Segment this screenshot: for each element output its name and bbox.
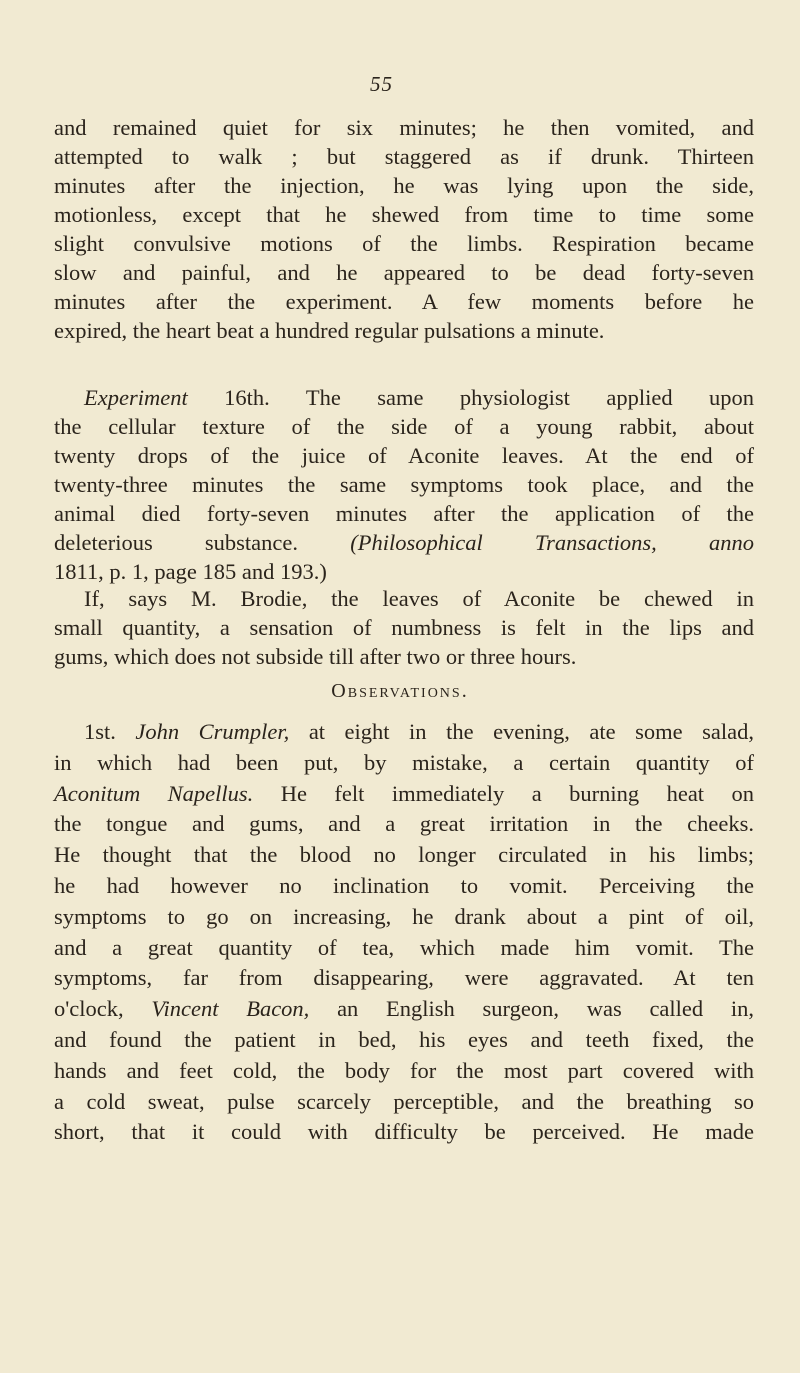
text-line xyxy=(54,779,754,810)
text-line: a cold sweat, pulse scarcely perceptible, and the breathing so xyxy=(54,1088,754,1114)
text-line: the cellular texture of the side of a young rabbit, about xyxy=(54,414,754,439)
text-line: short, that it could with difficulty be perceived. He made xyxy=(54,1119,754,1145)
text-line: gums, which does not subside till after two or three hours. xyxy=(54,644,577,669)
text-line: and remained quiet for six minutes; he then vomited, and xyxy=(54,115,754,140)
text-line: He thought that the blood no longer circulated in his limbs; xyxy=(54,842,754,868)
text-line xyxy=(54,994,754,1025)
text-fragment: 1st. xyxy=(84,719,116,744)
text-line: in which had been put, by mistake, a certain quantity of xyxy=(54,749,754,775)
text-line: slow and painful, and he appeared to be dead forty-seven xyxy=(54,260,754,285)
experiment-label: Experiment xyxy=(84,385,188,410)
text-fragment: an English surgeon, was called in, xyxy=(337,996,755,1022)
text-line: small quantity, a sensation of numbness is felt in the lips and xyxy=(54,615,754,640)
text-line: and a great quantity of tea, which made him vomit. The xyxy=(54,934,754,960)
plant-name: Aconitum Napellus. xyxy=(54,780,254,806)
citation-reference: 1811, p. 1, page 185 and 193.) xyxy=(54,559,327,584)
text-line: and found the patient in bed, his eyes and teeth fixed, the xyxy=(54,1026,754,1052)
paragraph-observation-1 xyxy=(54,717,754,1148)
experiment-number: 16th. xyxy=(224,385,270,410)
text-line: twenty-three minutes the same symptoms took place, and the xyxy=(54,472,754,497)
text-line: expired, the heart beat a hundred regular pulsations a minute. xyxy=(54,318,605,343)
paragraph-continuation xyxy=(54,113,754,345)
text-line: slight convulsive motions of the limbs. Respiration became xyxy=(54,231,754,256)
text-line: hands and feet cold, the body for the most part covered with xyxy=(54,1057,754,1083)
page-number: 55 xyxy=(370,72,393,96)
paragraph-experiment-16 xyxy=(54,383,754,586)
text-fragment: o'clock, xyxy=(54,996,124,1022)
text-fragment: deleterious substance. xyxy=(54,530,299,555)
person-name: John Crumpler, xyxy=(135,719,290,744)
person-name: Vincent Bacon, xyxy=(151,996,310,1022)
text-line: animal died forty-seven minutes after the application of the xyxy=(54,501,754,526)
text-line: motionless, except that he shewed from time to time some xyxy=(54,202,754,227)
text-line xyxy=(54,528,754,557)
text-line xyxy=(54,717,754,748)
text-line: twenty drops of the juice of Aconite leaves. At the end of xyxy=(54,443,754,468)
citation-title: (Philosophical Transactions, anno xyxy=(350,530,755,555)
text-fragment: He felt immediately a burning heat on xyxy=(280,780,754,806)
text-line: symptoms, far from disappearing, were aggravated. At ten xyxy=(54,965,754,991)
text-line: symptoms to go on increasing, he drank about a pint of oil, xyxy=(54,903,754,929)
text-fragment: The same physiologist applied upon xyxy=(305,385,755,410)
text-fragment: at eight in the evening, ate some salad, xyxy=(308,719,755,744)
paragraph-brodie xyxy=(54,584,754,671)
text-line: he had however no inclination to vomit. Perceiving the xyxy=(54,872,754,898)
text-line: the tongue and gums, and a great irritation in the cheeks. xyxy=(54,811,754,837)
text-line: minutes after the injection, he was lying upon the side, xyxy=(54,173,754,198)
text-line: If, says M. Brodie, the leaves of Aconite be chewed in xyxy=(84,586,754,611)
text-line xyxy=(54,383,754,412)
text-line: attempted to walk ; but staggered as if drunk. Thirteen xyxy=(54,144,754,169)
text-line: minutes after the experiment. A few moments before he xyxy=(54,289,754,314)
section-heading: Observations. xyxy=(331,680,469,702)
